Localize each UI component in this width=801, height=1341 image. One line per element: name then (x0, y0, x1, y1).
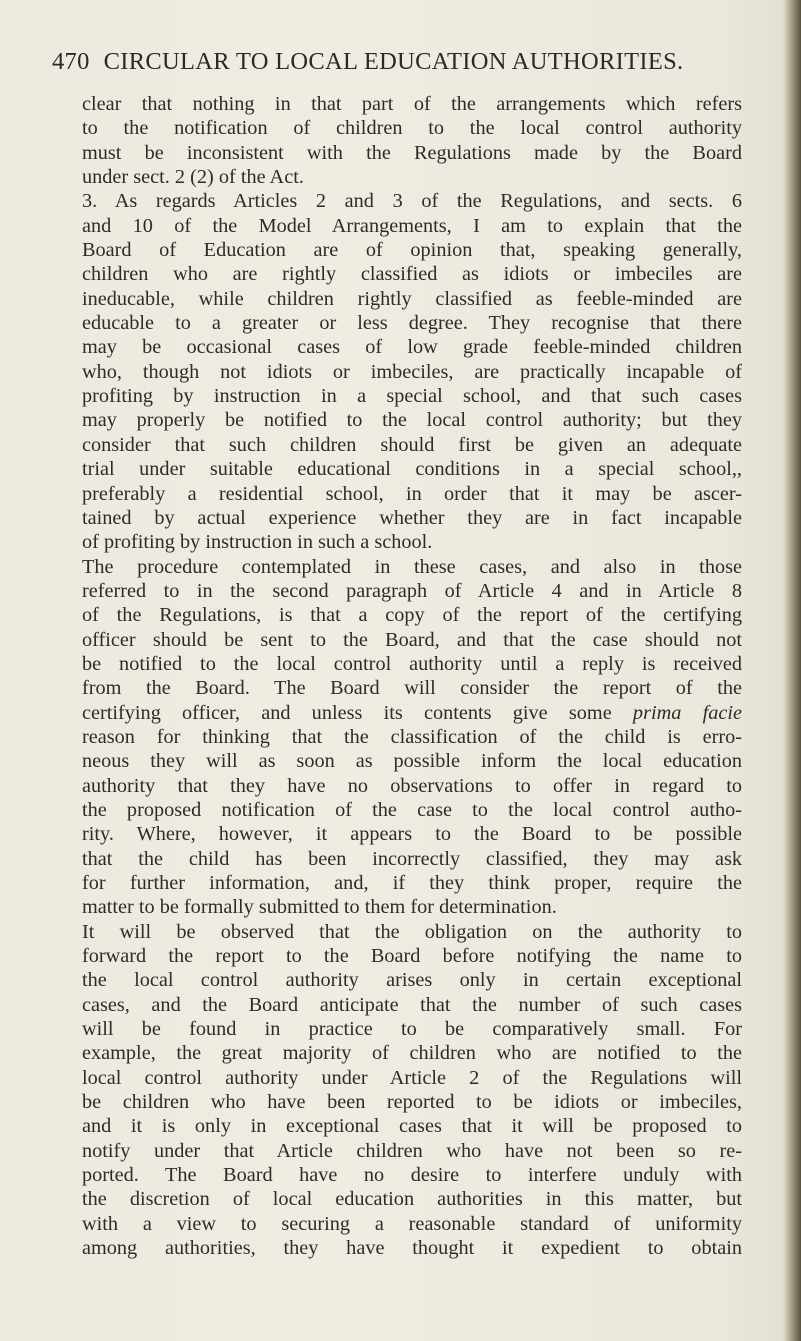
text-line: of profiting by instruction in such a school. (82, 531, 433, 554)
text-line: and it is only in exceptional cases that it will be proposed to (82, 1115, 742, 1138)
text-line: of the Regulations, is that a copy of the report of the certifying (82, 604, 742, 627)
text-line: may properly be notified to the local control authority; but they (82, 409, 742, 432)
text-line: clear that nothing in that part of the arrangements which refers (82, 93, 742, 115)
text-line: the local control authority arises only in certain exceptional (82, 969, 742, 992)
text-line: referred to in the second paragraph of Article 4 and in Article 8 (82, 579, 742, 602)
running-title: CIRCULAR TO LOCAL EDUCATION AUTHORITIES. (103, 48, 684, 75)
running-header (52, 48, 742, 76)
text-line: and 10 of the Model Arrangements, I am to explain that the (82, 214, 742, 237)
page-number: 470 (52, 48, 90, 75)
text-line: local control authority under Article 2 of the Regulations will (82, 1066, 742, 1089)
text-line: that the child has been incorrectly classified, they may ask (82, 847, 742, 870)
text-line: forward the report to the Board before notifying the name to (82, 945, 742, 968)
text-line: consider that such children should first be given an adequate (82, 433, 742, 456)
text-line: who, though not idiots or imbeciles, are practically incapable of (82, 360, 742, 383)
text-line: preferably a residential school, in order that it may be ascer- (82, 482, 742, 505)
paragraph-article-2-3 (82, 189, 742, 554)
text-line: under sect. 2 (2) of the Act. (82, 166, 304, 189)
text-line: educable to a greater or less degree. They recognise that there (82, 312, 742, 335)
text-line: the proposed notification of the case to the local control autho- (82, 798, 742, 821)
text-line: rity. Where, however, it appears to the Board to be possible (82, 823, 742, 846)
text-line: neous they will as soon as possible inform the local education (82, 750, 742, 773)
text-line: with a view to securing a reasonable standard of uniformity (82, 1212, 742, 1235)
text-line: from the Board. The Board will consider the report of the (82, 677, 742, 700)
text-line: must be inconsistent with the Regulations made by the Board (82, 141, 742, 164)
text-line: tained by actual experience whether they are in fact incapable (82, 506, 742, 529)
text-line: trial under suitable educational conditions in a special school,, (82, 458, 742, 481)
text-line: authority that they have no observations to offer in regard to (82, 774, 742, 797)
text-line: to the notification of children to the local control authority (82, 117, 742, 140)
paragraph-obligation (82, 920, 742, 1261)
page-edge-shadow (783, 0, 801, 1341)
text-line: profiting by instruction in a special school, and that such cases (82, 385, 742, 408)
text-line: It will be observed that the obligation on the authority to (82, 920, 742, 943)
text-line: notify under that Article children who have not been so re- (82, 1139, 742, 1162)
text-line: children who are rightly classified as idiots or imbeciles are (82, 263, 742, 286)
text-line: Board of Education are of opinion that, speaking generally, (82, 239, 742, 262)
text-line: be children who have been reported to be idiots or imbeciles, (82, 1091, 742, 1114)
text-line: may be occasional cases of low grade feeble-minded children (82, 336, 742, 359)
text-line-italic: certifying officer, and unless its contents give some prima facie (82, 701, 743, 724)
text-line: ineducable, while children rightly classified as feeble-minded are (82, 287, 742, 310)
text-line: 3. As regards Articles 2 and 3 of the Regulations, and sects. 6 (82, 190, 742, 213)
paragraph-continuation (82, 92, 742, 189)
text-line: officer should be sent to the Board, and that the case should not (82, 628, 742, 651)
paragraph-procedure (82, 555, 742, 920)
text-line: cases, and the Board anticipate that the number of such cases (82, 993, 742, 1016)
body-text (82, 92, 742, 1261)
text-line: example, the great majority of children who are notified to the (82, 1042, 742, 1065)
text-line: will be found in practice to be comparatively small. For (82, 1018, 742, 1041)
text-line: the discretion of local education authorities in this matter, but (82, 1188, 742, 1211)
text-line: for further information, and, if they think proper, require the (82, 872, 742, 894)
text-line: be notified to the local control authority until a reply is received (82, 652, 742, 675)
text-line: The procedure contemplated in these cases, and also in those (82, 555, 742, 578)
text-line: matter to be formally submitted to them for determination. (82, 896, 557, 919)
text-line: ported. The Board have no desire to interfere unduly with (82, 1164, 742, 1187)
text-line: among authorities, they have thought it expedient to obtain (82, 1237, 742, 1260)
text-line: reason for thinking that the classification of the child is erro- (82, 725, 742, 748)
